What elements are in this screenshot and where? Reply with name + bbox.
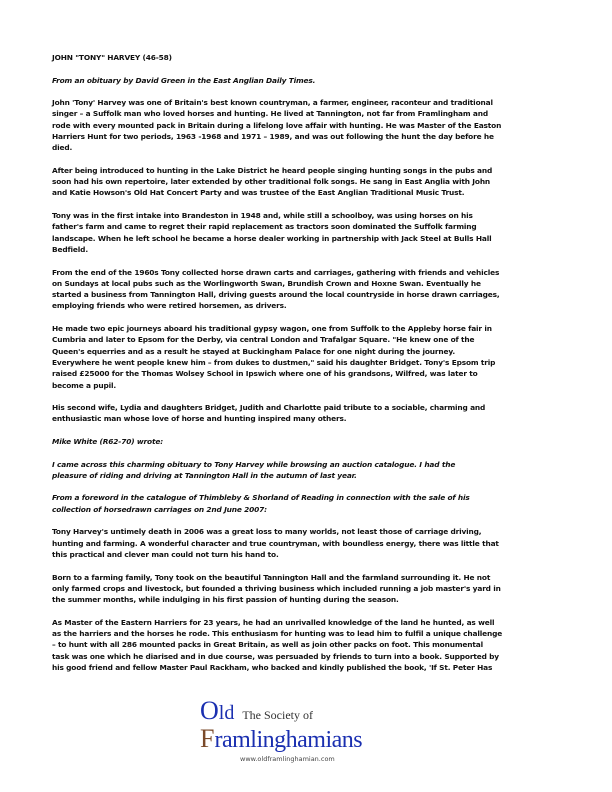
text-line: His second wife, Lydia and daughters Bridget, Judith and Charlotte paid tribute to a sociable, charming and xyxy=(52,403,486,413)
text-line: Harriers Hunt for two periods, 1963 -1968 and 1971 – 1989, and was out following the hunt the day before he xyxy=(52,131,494,141)
text-line: As Master of the Eastern Harriers for 23 years, he had an unrivalled knowledge of the land he hunted, as well xyxy=(52,617,495,627)
text-line: landscape. When he left school he became a horse dealer working in partnership with Jack Steel at Bulls Hall xyxy=(52,233,492,243)
text-line: Everywhere he went people knew him – from dukes to dustmen," said his daughter Bridget. Tony's Epsom trip xyxy=(52,357,496,367)
text-line: as the harriers and the horses he rode. This enthusiasm for hunting was to lead him to fulfil a unique challenge xyxy=(52,629,503,639)
text-line: his good friend and fellow Master Paul Rackham, who backed and kindly published the book, 'If St. Peter Has xyxy=(52,662,493,672)
logo-ramlinghamians-text: ramlinghamians xyxy=(214,727,363,753)
logo-ld: ld xyxy=(218,702,235,724)
text-line: become a pupil. xyxy=(52,380,117,390)
text-line: After being introduced to hunting in the Lake District he heard people singing hunting songs in the pubs and xyxy=(52,165,493,175)
text-line: only farmed crops and livestock, but founded a thriving business which included running a job master's yard in xyxy=(52,583,501,593)
text-line: Tony Harvey's untimely death in 2006 was a great loss to many worlds, not least those of carriage driving, xyxy=(52,527,482,537)
text-line: raised £25000 for the Thomas Wolsey School in Ipswich where one of his grandsons, Wilfred, was later to xyxy=(52,369,478,379)
text-line: Tony was in the first intake into Brandeston in 1948 and, while still a schoolboy, was using horses on his xyxy=(52,211,473,221)
paragraph xyxy=(52,459,572,482)
document-title: JOHN "TONY" HARVEY (46-58) xyxy=(52,53,172,62)
text-line: pleasure of riding and driving at Tannington Hall in the autumn of last year. xyxy=(52,470,357,480)
text-line: and Katie Howson's Old Hat Concert Party and was trustee of the East Anglian Traditional Music Trust. xyxy=(52,188,465,198)
logo-society-text: The Society of xyxy=(242,708,313,722)
paragraph xyxy=(52,402,572,425)
text-line: this practical and clever man could not turn his hand to. xyxy=(52,549,279,559)
text-line: soon had his own repertoire, later extended by other traditional folk songs. He sang in East Anglia with John xyxy=(52,177,491,187)
document-body xyxy=(52,75,572,674)
text-line: the summer months, while indulging in his first passion of hunting during the season. xyxy=(52,595,399,605)
paragraph xyxy=(52,617,572,673)
logo-bottom-row xyxy=(200,724,420,754)
text-line: enthusiastic man whose love of horse and hunting inspired many others. xyxy=(52,414,347,424)
paragraph xyxy=(52,436,572,447)
text-line: collection of horsedrawn carriages on 2nd June 2007: xyxy=(52,504,267,514)
document-page xyxy=(52,52,572,685)
text-line: employing friends who were retired horsemen, as drivers. xyxy=(52,301,287,311)
text-line: Queen's equerries and as a result he stayed at Buckingham Palace for one night during the journey. xyxy=(52,346,456,356)
paragraph xyxy=(52,75,572,86)
logo-url[interactable]: www.oldframlinghamian.com xyxy=(240,755,335,763)
logo-top-row xyxy=(200,698,420,724)
text-line: Cumbria and later to Epsom for the Derby, via central London and Trafalgar Square. "He knew one of the xyxy=(52,335,475,345)
text-line: I came across this charming obituary to Tony Harvey while browsing an auction catalogue. I had the xyxy=(52,459,456,469)
text-line: started a business from Tannington Hall, driving guests around the local countryside in horse drawn carriages, xyxy=(52,290,500,300)
society-logo xyxy=(200,698,420,788)
paragraph xyxy=(52,165,572,199)
text-line: rode with every mounted pack in Britain during a lifelong love affair with hunting. He was Master of the Easton xyxy=(52,120,502,130)
text-line: He made two epic journeys aboard his traditional gypsy wagon, one from Suffolk to the Appleby horse fair in xyxy=(52,324,492,334)
logo-letter-o: O xyxy=(200,696,219,725)
text-line: From the end of the 1960s Tony collected horse drawn carts and carriages, gathering with friends and vehicles xyxy=(52,267,500,277)
text-line: task was one which he diarised and in due course, was persuaded by friends to turn into a book. Supported by xyxy=(52,651,499,661)
paragraph xyxy=(52,267,572,312)
text-line: Born to a farming family, Tony took on the beautiful Tannington Hall and the farmland surrounding it. He not xyxy=(52,572,491,582)
text-line: From a foreword in the catalogue of Thimbleby & Shorland of Reading in connection with the sale of his xyxy=(52,493,470,503)
text-line: From an obituary by David Green in the East Anglian Daily Times. xyxy=(52,75,316,85)
text-line: singer – a Suffolk man who loved horses and hunting. He lived at Tannington, not far from Framlingham and xyxy=(52,109,488,119)
paragraph xyxy=(52,572,572,606)
text-line: died. xyxy=(52,143,73,153)
logo-letter-f: F xyxy=(200,724,215,753)
paragraph xyxy=(52,210,572,255)
paragraph xyxy=(52,97,572,153)
text-line: – to hunt with all 286 mounted packs in Great Britain, as well as join other packs on foot. This monumental xyxy=(52,640,483,650)
text-line: on Sundays at local pubs such as the Worlingworth Swan, Brundish Crown and Hoxne Swan. Eventually he xyxy=(52,278,481,288)
text-line: Bedfield. xyxy=(52,244,88,254)
paragraph xyxy=(52,526,572,560)
text-line: Mike White (R62-70) wrote: xyxy=(52,437,163,446)
paragraph xyxy=(52,492,572,515)
text-line: hunting and farming. A wonderful character and true countryman, with boundless energy, there was little that xyxy=(52,538,499,548)
paragraph xyxy=(52,323,572,391)
text-line: John 'Tony' Harvey was one of Britain's best known countryman, a farmer, engineer, raconteur and traditional xyxy=(52,98,493,108)
text-line: father's farm and came to regret their rapid replacement as tractors soon dominated the Suffolk farming xyxy=(52,222,477,232)
